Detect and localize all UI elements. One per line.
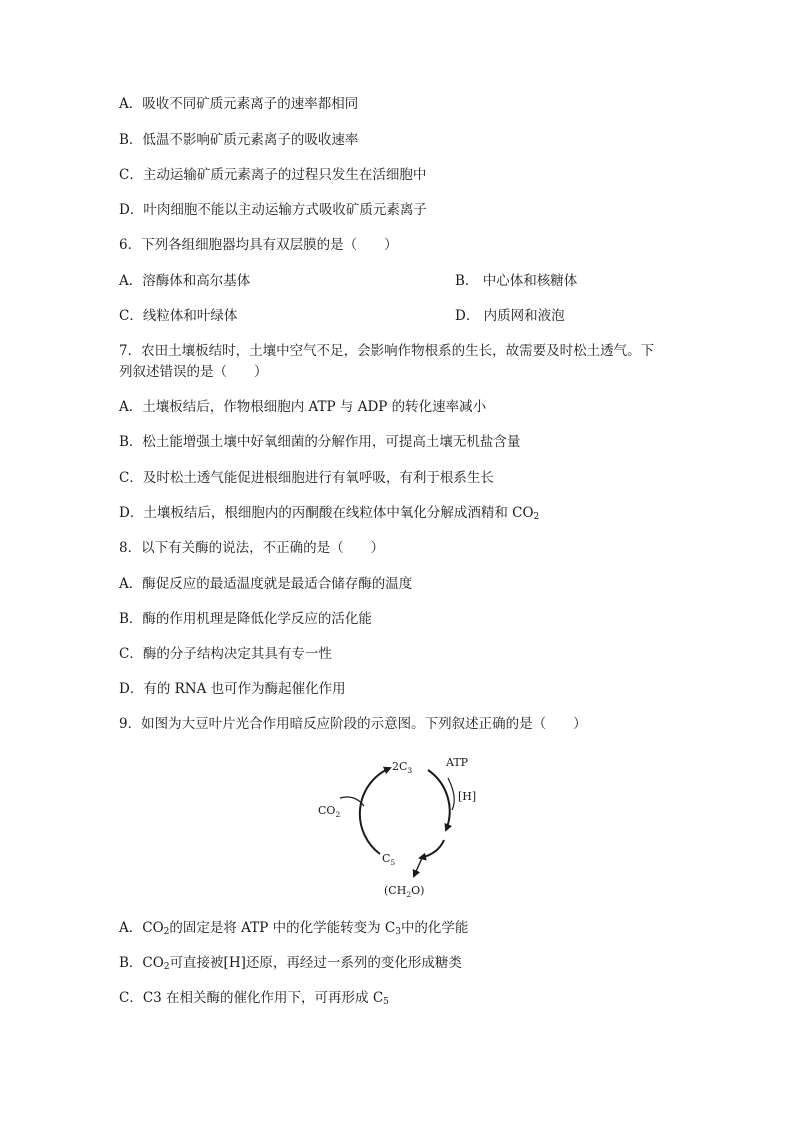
q8-option-c: C．酶的分子结构决定其具有专一性 — [119, 646, 332, 662]
q5-option-c: C．主动运输矿质元素离子的过程只发生在活细胞中 — [119, 167, 427, 183]
q7-option-c: C．及时松土透气能促进根细胞进行有氧呼吸，有利于根系生长 — [119, 470, 494, 486]
q6-option-a: A．溶酶体和高尔基体 — [119, 273, 251, 289]
q9-option-a: A．$CO_2$的固定是将 ATP 中的化学能转变为 $C_3$中的化学能 — [119, 920, 469, 937]
q6-option-c: C．线粒体和叶绿体 — [119, 308, 238, 324]
q5-option-b: B．低温不影响矿质元素离子的吸收速率 — [119, 132, 359, 148]
q8-stem: 8．以下有关酶的说法，不正确的是（ ） — [119, 540, 385, 556]
q7-option-d-text: D．土壤板结后，根细胞内的丙酮酸在线粒体中氧化分解成酒精和 CO — [119, 505, 534, 521]
label-co2: $CO_2$ — [318, 804, 341, 819]
q5-option-d: D．叶肉细胞不能以主动运输方式吸收矿质元素离子 — [119, 202, 427, 218]
q7-stem-line1: 7．农田土壤板结时，土壤中空气不足，会影响作物根系的生长，故需要及时松土透气。下 — [119, 343, 655, 359]
q6-stem: 6．下列各组细胞器均具有双层膜的是（ ） — [119, 237, 398, 253]
q6-option-b: B． 中心体和核糖体 — [455, 273, 578, 289]
q9-option-c: C．C3 在相关酶的催化作用下，可再形成 $C_5$ — [119, 990, 389, 1007]
label-ch2o: $(CH_2O)$ — [384, 884, 425, 899]
label-2c3: $2C_3$ — [392, 760, 413, 775]
q9-option-b: B．$CO_2$可直接被[H]还原，再经过一系列的变化形成糖类 — [119, 955, 462, 972]
calvin-cycle-diagram — [300, 748, 500, 903]
q8-option-d: D．有的 RNA 也可作为酶起催化作用 — [119, 681, 346, 697]
arc-right — [428, 770, 450, 830]
q7-option-d-sub: 2 — [533, 512, 540, 522]
arc-bottom — [420, 840, 444, 858]
q6-option-d: D． 内质网和液泡 — [455, 308, 565, 324]
q9-stem: 9．如图为大豆叶片光合作用暗反应阶段的示意图。下列叙述正确的是（ ） — [119, 716, 587, 732]
label-c5: $C_5$ — [382, 852, 396, 867]
product-arrow — [414, 858, 422, 876]
cycle-arcs — [360, 768, 450, 858]
q5-option-a: A．吸收不同矿质元素离子的速率都相同 — [119, 96, 359, 112]
label-h: [H] — [458, 790, 477, 803]
q7-option-a: A．土壤板结后，作物根细胞内 ATP 与 ADP 的转化速率减小 — [119, 399, 487, 415]
q7-option-b: B．松土能增强土壤中好氧细菌的分解作用，可提高土壤无机盐含量 — [119, 434, 521, 450]
arc-left — [360, 768, 390, 854]
q8-option-b: B．酶的作用机理是降低化学反应的活化能 — [119, 611, 372, 627]
q7-option-d — [119, 504, 539, 522]
label-atp: ATP — [446, 756, 469, 769]
q8-option-a: A．酶促反应的最适温度就是最适合储存酶的温度 — [119, 576, 413, 592]
q7-stem-line2: 列叙述错误的是（ ） — [119, 364, 268, 380]
